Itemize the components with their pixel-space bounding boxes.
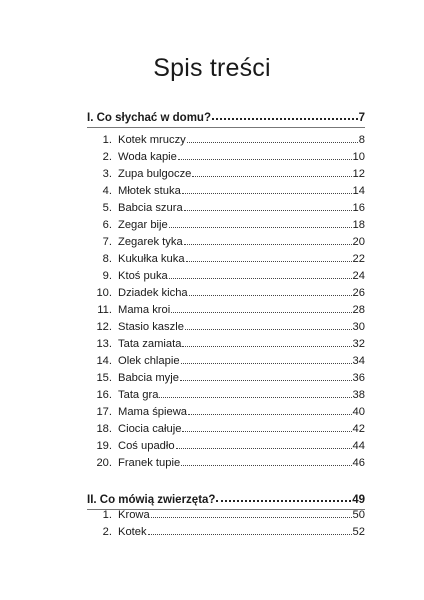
- entry-label: Kotek mruczy: [118, 134, 186, 146]
- entry-number: 14.: [96, 355, 112, 367]
- dot-leader: [184, 244, 352, 245]
- entry-page: 28: [352, 304, 365, 316]
- entry-number: 15.: [96, 372, 112, 384]
- dot-leader: [192, 176, 351, 177]
- entry-label: Woda kapie: [118, 151, 177, 163]
- dot-leader: [181, 465, 351, 466]
- entry-number: 8.: [102, 253, 112, 265]
- toc-entry[interactable]: [87, 198, 365, 214]
- toc-chapter-2[interactable]: [87, 486, 365, 506]
- entry-page: 38: [352, 389, 365, 401]
- entry-page: 40: [352, 406, 365, 418]
- toc-entry[interactable]: [87, 505, 365, 521]
- dot-leader: [151, 517, 352, 518]
- entry-page: 16: [352, 202, 365, 214]
- entry-number: 13.: [96, 338, 112, 350]
- toc-entry[interactable]: [87, 351, 365, 367]
- chapter-label: II. Co mówią zwierzęta?: [87, 494, 216, 506]
- dot-leader: [178, 159, 352, 160]
- entry-number: 7.: [102, 236, 112, 248]
- dot-leader: [181, 363, 352, 364]
- entry-number: 1.: [102, 509, 112, 521]
- entry-label: Zupa bulgocze: [118, 168, 192, 180]
- toc-entry[interactable]: [87, 368, 365, 384]
- toc-entry[interactable]: [87, 453, 365, 469]
- entry-label: Mama kroi: [118, 304, 171, 316]
- toc-entry[interactable]: [87, 215, 365, 231]
- dot-leader: [188, 414, 352, 415]
- toc-entry[interactable]: [87, 249, 365, 265]
- entry-number: 10.: [96, 287, 112, 299]
- entry-page: 26: [352, 287, 365, 299]
- dot-leader: [180, 380, 352, 381]
- dot-leader: [186, 261, 352, 262]
- entry-number: 12.: [96, 321, 112, 333]
- entry-number: 4.: [102, 185, 112, 197]
- entry-label: Ciocia całuje: [118, 423, 182, 435]
- chapter-page: 7: [358, 112, 365, 124]
- entry-number: 19.: [96, 440, 112, 452]
- entry-page: 42: [352, 423, 365, 435]
- entry-number: 2.: [102, 526, 112, 538]
- entry-number: 16.: [96, 389, 112, 401]
- toc-entry[interactable]: [87, 436, 365, 452]
- dot-leader: [159, 397, 351, 398]
- dot-leader: [169, 278, 352, 279]
- entry-number: 18.: [96, 423, 112, 435]
- dot-leader: [184, 210, 352, 211]
- toc-chapter-1[interactable]: [87, 104, 365, 124]
- entry-label: Młotek stuka: [118, 185, 181, 197]
- entry-label: Tata gra: [118, 389, 159, 401]
- entry-page: 14: [352, 185, 365, 197]
- toc-entry[interactable]: [87, 266, 365, 282]
- entry-label: Mama śpiewa: [118, 406, 188, 418]
- dot-leader: [148, 534, 352, 535]
- toc-entry[interactable]: [87, 402, 365, 418]
- toc-entry[interactable]: [87, 300, 365, 316]
- dot-leader: [182, 431, 351, 432]
- entry-label: Babcia szura: [118, 202, 183, 214]
- entry-page: 50: [352, 509, 365, 521]
- toc-entry[interactable]: [87, 130, 365, 146]
- toc-entry[interactable]: [87, 317, 365, 333]
- entry-page: 46: [352, 457, 365, 469]
- dot-leader: [212, 118, 358, 120]
- dot-leader: [185, 329, 352, 330]
- entry-label: Krowa: [118, 509, 150, 521]
- entry-page: 32: [352, 338, 365, 350]
- entry-label: Dziadek kicha: [118, 287, 188, 299]
- entry-label: Zegarek tyka: [118, 236, 183, 248]
- entry-number: 6.: [102, 219, 112, 231]
- entry-number: 20.: [96, 457, 112, 469]
- page-title: Spis treści: [153, 54, 271, 82]
- entry-page: 18: [352, 219, 365, 231]
- dot-leader: [187, 142, 358, 143]
- entry-label: Stasio kaszle: [118, 321, 184, 333]
- entry-label: Franek tupie: [118, 457, 181, 469]
- dot-leader: [176, 448, 352, 449]
- entry-page: 44: [352, 440, 365, 452]
- entry-page: 8: [358, 134, 365, 146]
- entry-page: 34: [352, 355, 365, 367]
- entry-page: 24: [352, 270, 365, 282]
- toc-entry[interactable]: [87, 181, 365, 197]
- chapter-page: 49: [352, 494, 365, 506]
- entry-number: 9.: [102, 270, 112, 282]
- toc-entry[interactable]: [87, 147, 365, 163]
- dot-leader: [171, 312, 351, 313]
- toc-entry[interactable]: [87, 232, 365, 248]
- toc-entry[interactable]: [87, 334, 365, 350]
- entry-number: 2.: [102, 151, 112, 163]
- entry-page: 20: [352, 236, 365, 248]
- chapter-divider: [87, 127, 365, 128]
- dot-leader: [189, 295, 352, 296]
- dot-leader: [182, 193, 352, 194]
- toc-entry[interactable]: [87, 385, 365, 401]
- entry-label: Kukułka kuka: [118, 253, 185, 265]
- entry-page: 52: [352, 526, 365, 538]
- entry-number: 1.: [102, 134, 112, 146]
- entry-number: 11.: [97, 304, 112, 316]
- chapter-label: I. Co słychać w domu?: [87, 112, 211, 124]
- entry-label: Zegar bije: [118, 219, 168, 231]
- entry-page: 22: [352, 253, 365, 265]
- entry-page: 36: [352, 372, 365, 384]
- entry-number: 17.: [96, 406, 112, 418]
- entry-label: Coś upadło: [118, 440, 175, 452]
- entry-label: Babcia myje: [118, 372, 179, 384]
- toc-entry[interactable]: [87, 419, 365, 435]
- entry-label: Ktoś puka: [118, 270, 168, 282]
- entry-number: 3.: [102, 168, 112, 180]
- entry-page: 10: [352, 151, 365, 163]
- dot-leader: [216, 500, 351, 502]
- entry-label: Tata zamiata: [118, 338, 182, 350]
- entry-number: 5.: [102, 202, 112, 214]
- entry-page: 12: [352, 168, 365, 180]
- entry-page: 30: [352, 321, 365, 333]
- dot-leader: [182, 346, 351, 347]
- toc-entry[interactable]: [87, 522, 365, 538]
- entry-label: Kotek: [118, 526, 147, 538]
- toc-entry[interactable]: [87, 164, 365, 180]
- entry-label: Olek chlapie: [118, 355, 180, 367]
- dot-leader: [169, 227, 352, 228]
- toc-entry[interactable]: [87, 283, 365, 299]
